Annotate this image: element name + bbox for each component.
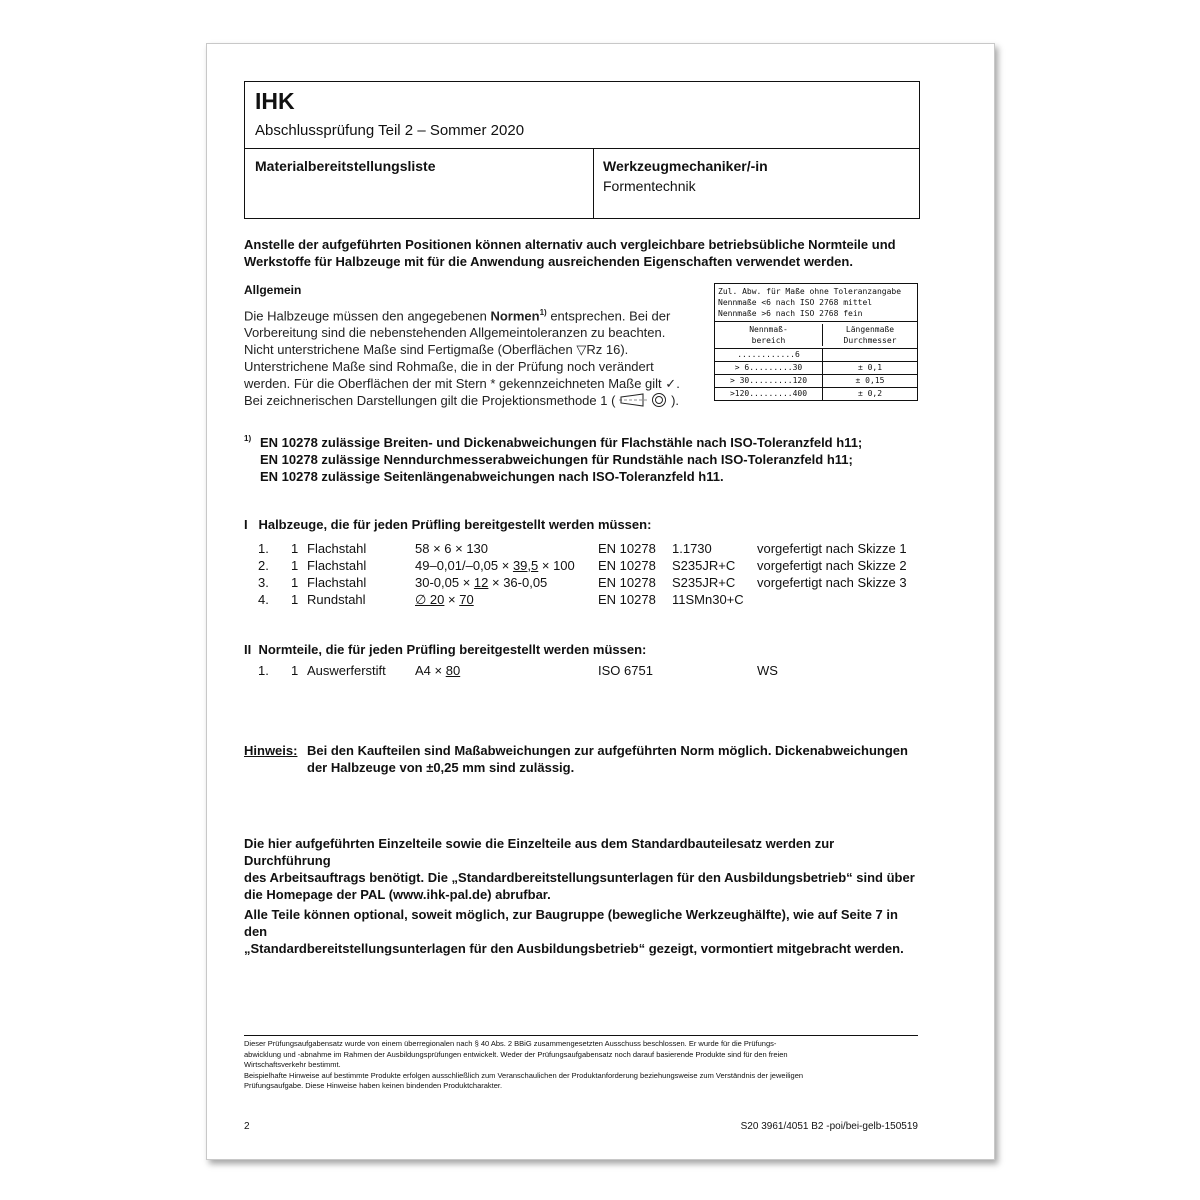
para1-line1: Die hier aufgeführten Einzelteile sowie die Einzelteile aus dem Standardbauteilesatz werden zur Durchführung xyxy=(244,836,835,868)
item-pos: 3. xyxy=(258,575,269,590)
profession-subtitle: Formentechnik xyxy=(603,178,696,194)
footer-legal-text xyxy=(244,1039,920,1092)
list-item xyxy=(0,541,1200,558)
document-code: S20 3961/4051 B2 -poi/bei-gelb-150519 xyxy=(740,1121,918,1132)
page-number: 2 xyxy=(244,1121,250,1132)
allgemein-line1: Die Halbzeuge müssen den angegebenen xyxy=(244,308,491,324)
value-cell: ± 0,1 xyxy=(857,363,883,372)
dim-part: × 36-0,05 xyxy=(488,575,548,590)
allgemein-line6: Bei zeichnerischen Darstellungen gilt die Projektionsmethode 1 ( xyxy=(244,393,616,409)
item-note: vorgefertigt nach Skizze 1 xyxy=(757,541,907,556)
footer-line1: Dieser Prüfungsaufgabensatz wurde von einem überregionalen nach § 40 Abs. 2 BBiG zusammengesetzten Ausschuss beschlossen. Er wurde für die Prüfungs- xyxy=(244,1039,777,1048)
table-row xyxy=(715,387,917,400)
item-material: S235JR+C xyxy=(672,575,736,590)
surface-triangle-icon: ▽ xyxy=(576,342,587,358)
item-name: Flachstahl xyxy=(307,558,367,573)
tolerance-head-line2: Nennmaße <6 nach ISO 2768 mittel xyxy=(718,298,873,307)
intro-text: Anstelle der aufgeführten Positionen können alternativ auch vergleichbare betriebsübliche Normteile und Werkstoffe für Halbzeuge mit für die Anwendung ausreichenden Eigenschaften verwendet werden. xyxy=(244,237,896,269)
item-norm: EN 10278 xyxy=(598,592,656,607)
item-norm: EN 10278 xyxy=(598,558,656,573)
tolerance-head-line3: Nennmaße >6 nach ISO 2768 fein xyxy=(718,309,863,318)
list-item xyxy=(0,558,1200,575)
item-norm: EN 10278 xyxy=(598,575,656,590)
item-pos: 1. xyxy=(258,541,269,556)
section2-heading: II Normteile, die für jeden Prüfling bereitgestellt werden müssen: xyxy=(244,642,647,657)
dim-raw: ∅ 20 xyxy=(415,592,445,607)
footer-line3: Wirtschaftsverkehr bestimmt. xyxy=(244,1060,341,1069)
item-material: 1.1730 xyxy=(672,541,712,556)
dim-raw: 39,5 xyxy=(512,558,539,573)
item-note: WS xyxy=(757,663,778,678)
tolerance-head-line1: Zul. Abw. für Maße ohne Toleranzangabe xyxy=(718,287,902,296)
item-pos: 2. xyxy=(258,558,269,573)
dim-raw: 80 xyxy=(445,663,461,678)
hinweis-label: Hinweis: xyxy=(244,743,298,758)
item-note: vorgefertigt nach Skizze 3 xyxy=(757,575,907,590)
footnote-line2: EN 10278 zulässige Nenndurchmesserabweichungen für Rundstähle nach ISO-Toleranzfeld h11; xyxy=(260,452,853,467)
footer-line5: Prüfungsaufgabe. Diese Hinweise haben keinen bindenden Produktcharakter. xyxy=(244,1081,503,1090)
item-material: S235JR+C xyxy=(672,558,736,573)
list-item xyxy=(0,575,1200,592)
item-qty: 1 xyxy=(291,663,299,678)
footer-line2: abwicklung und -abnahme im Rahmen der Ausbildungsprüfungen entwickelt. Weder der Prüfungsaufgabensatz noch darauf basierende Produkte sind für den freien xyxy=(244,1049,788,1059)
item-dimension xyxy=(415,558,575,573)
item-qty: 1 xyxy=(291,541,299,556)
assembly-paragraph xyxy=(244,906,920,957)
info-paragraph xyxy=(244,835,920,903)
range-cell: > 6.........30 xyxy=(715,362,823,374)
col-value-header: Längenmaße xyxy=(845,325,895,334)
table-row xyxy=(715,348,917,361)
item-name: Auswerferstift xyxy=(307,663,386,678)
dim-part: × xyxy=(444,592,460,607)
footer-divider xyxy=(244,1035,918,1036)
header-divider xyxy=(245,148,919,149)
allgemein-line4: Unterstrichene Maße sind Rohmaße, die in der Prüfung noch verändert xyxy=(244,359,654,375)
para1-line2: des Arbeitsauftrags benötigt. Die „Standardbereitstellungsunterlagen für den Ausbildungsbetrieb“ sind über xyxy=(244,870,915,885)
surface-value: Rz 16 xyxy=(586,342,621,358)
col-value-header-2: Durchmesser xyxy=(843,336,897,345)
value-cell: ± 0,2 xyxy=(857,389,883,398)
section1-heading: I Halbzeuge, die für jeden Prüfling bereitgestellt werden müssen: xyxy=(244,517,652,532)
allgemein-line3-end: ). xyxy=(620,342,629,358)
projection-method-icon xyxy=(619,392,671,408)
dim-part: × 100 xyxy=(538,558,575,573)
item-dimension xyxy=(415,575,547,590)
allgemein-line6-end: ). xyxy=(671,393,680,409)
item-name: Rundstahl xyxy=(307,592,366,607)
footnote-text xyxy=(260,434,920,485)
item-qty: 1 xyxy=(291,575,299,590)
value-cell: ± 0,15 xyxy=(855,376,885,385)
list-title: Materialbereitstellungsliste xyxy=(255,158,436,174)
tolerance-table-head xyxy=(715,284,917,321)
list-item xyxy=(0,663,1200,680)
profession-title: Werkzeugmechaniker/-in xyxy=(603,158,768,174)
tolerance-column-headers xyxy=(715,321,917,348)
allgemein-text xyxy=(244,304,704,409)
tolerance-table xyxy=(714,283,918,401)
item-qty: 1 xyxy=(291,558,299,573)
item-dimension: 58 × 6 × 130 xyxy=(415,541,489,556)
item-dimension xyxy=(415,592,474,608)
item-norm: ISO 6751 xyxy=(598,663,653,678)
dim-part: A4 × xyxy=(415,663,446,678)
hinweis-text xyxy=(307,742,922,776)
range-cell: ............6 xyxy=(715,349,823,361)
range-cell: > 30.........120 xyxy=(715,375,823,387)
para2-line2: „Standardbereitstellungsunterlagen für den Ausbildungsbetrieb“ gezeigt, vormontiert mitgebracht werden. xyxy=(244,941,904,956)
footnote-line1: EN 10278 zulässige Breiten- und Dickenabweichungen für Flachstähle nach ISO-Toleranzfeld h11; xyxy=(260,435,863,450)
footer-line4: Beispielhafte Hinweise auf bestimmte Produkte erfolgen ausschließlich zum Veranschaulichen der Produktanforderung beziehungsweise zum Verständnis der jeweiligen xyxy=(244,1070,804,1080)
dim-part: 30-0,05 × xyxy=(415,575,474,590)
header-box xyxy=(244,81,920,219)
exam-subtitle: Abschlussprüfung Teil 2 – Sommer 2020 xyxy=(255,122,525,139)
hinweis-line2: der Halbzeuge von ±0,25 mm sind zulässig. xyxy=(307,760,575,775)
item-note: vorgefertigt nach Skizze 2 xyxy=(757,558,907,573)
footnote-mark: 1) xyxy=(244,434,252,443)
surface-check-icon: ✓. xyxy=(665,376,680,392)
allgemein-line2: Vorbereitung sind die nebenstehenden Allgemeintoleranzen zu beachten. xyxy=(244,325,666,341)
footnote-line3: EN 10278 zulässige Seitenlängenabweichungen nach ISO-Toleranzfeld h11. xyxy=(260,469,724,484)
para2-line1: Alle Teile können optional, soweit möglich, zur Baugruppe (bewegliche Werkzeughälfte), wie auf Seite 7 in den xyxy=(244,907,898,939)
item-name: Flachstahl xyxy=(307,575,367,590)
col-range-header-2: bereich xyxy=(751,336,786,345)
hinweis-line1: Bei den Kaufteilen sind Maßabweichungen zur aufgeführten Norm möglich. Dickenabweichungen xyxy=(307,743,908,758)
item-material: 11SMn30+C xyxy=(672,592,744,607)
normen-word: Normen xyxy=(490,308,540,324)
allgemein-line5: werden. Für die Oberflächen der mit Stern * gekennzeichneten Maße gilt xyxy=(244,376,662,392)
para1-line3: die Homepage der PAL (www.ihk-pal.de) abrufbar. xyxy=(244,887,551,902)
value-cell xyxy=(823,349,917,361)
dim-part: 49–0,01/–0,05 × xyxy=(415,558,513,573)
item-qty: 1 xyxy=(291,592,299,607)
table-row xyxy=(715,361,917,374)
allgemein-line3: Nicht unterstrichene Maße sind Fertigmaße (Oberflächen xyxy=(244,342,577,358)
table-row xyxy=(715,374,917,387)
allgemein-line1-end: entsprechen. Bei der xyxy=(546,308,671,324)
org-title: IHK xyxy=(255,88,295,114)
dim-raw: 70 xyxy=(459,592,474,607)
item-pos: 4. xyxy=(258,592,269,607)
item-dimension xyxy=(415,663,460,678)
item-norm: EN 10278 xyxy=(598,541,656,556)
header-column-divider xyxy=(593,148,594,218)
list-item xyxy=(0,592,1200,609)
normen-footnote-mark: 1) xyxy=(539,308,547,317)
item-name: Flachstahl xyxy=(307,541,367,556)
col-range-header: Nennmaß- xyxy=(749,325,788,334)
dim-raw: 12 xyxy=(473,575,489,590)
item-pos: 1. xyxy=(258,663,269,678)
allgemein-heading: Allgemein xyxy=(244,283,302,297)
range-cell: >120.........400 xyxy=(715,388,823,400)
